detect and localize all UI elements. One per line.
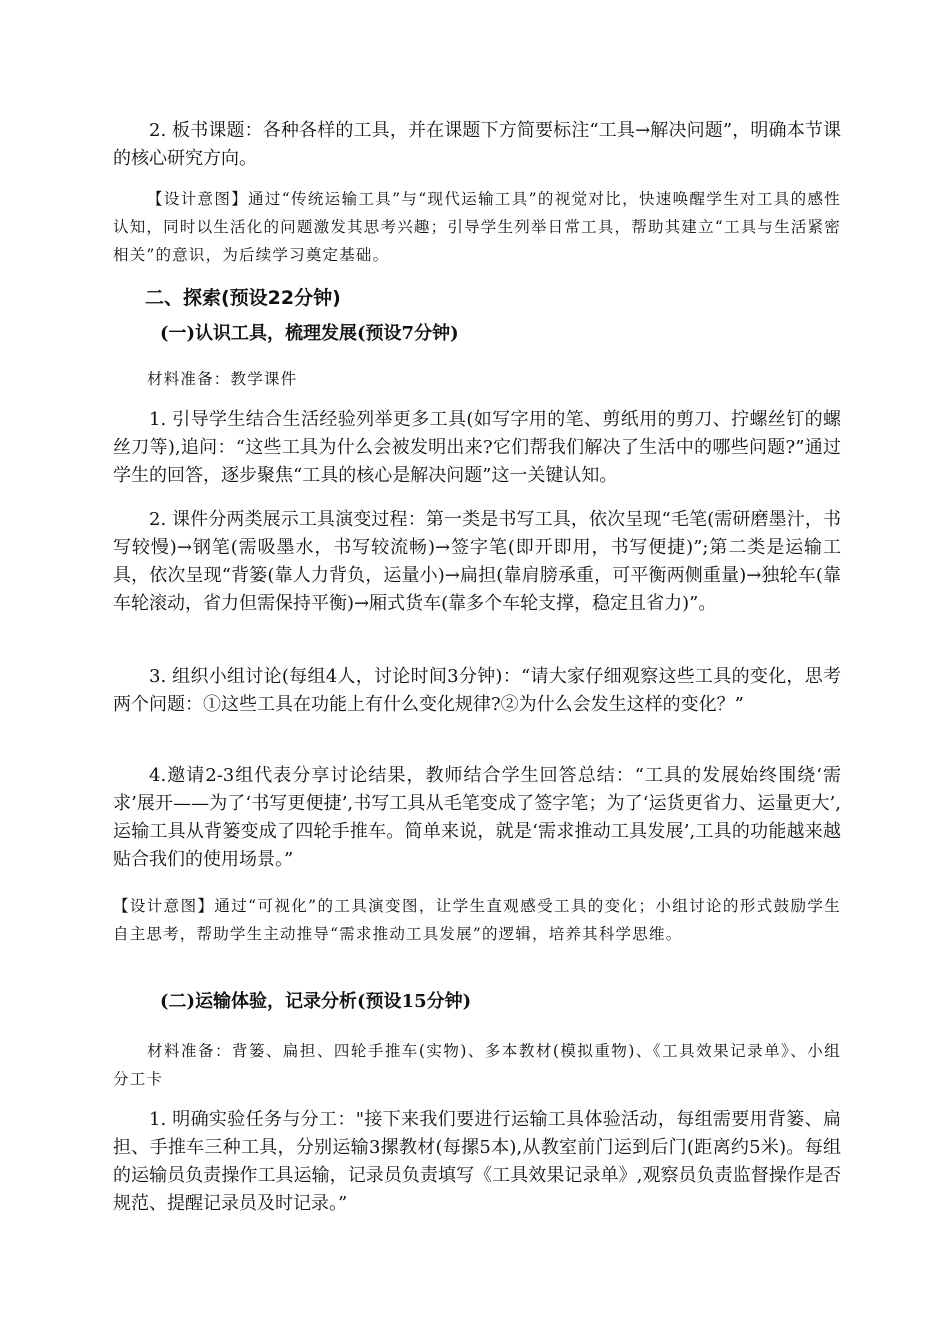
- paragraph-tool-evolution: 2. 课件分两类展示工具演变过程：第一类是书写工具，依次呈现“毛笔(需研磨墨汁，书写较慢)→钢笔(需吸墨水，书写较流畅)→签字笔(即开即用，书写便捷)”;第二类是运输工具，依次呈现“背篓(靠人力背负，运量小)→扁担(靠肩膀承重，可平衡两侧重量)→独轮车(靠车轮滚动，省力但需保持平衡)→厢式货车(靠多个车轮支撑，稳定且省力)”。: [113, 509, 841, 614]
- subsection-heading-transport-experience: (二)运输体验，记录分析(预设15分钟): [160, 991, 472, 1012]
- design-intent-note-1: 【设计意图】通过“传统运输工具”与“现代运输工具”的视觉对比，快速唤醒学生对工具的感性认知，同时以生活化的问题激发其思考兴趣；引导学生列举日常工具，帮助其建立“工具与生活紧密相关”的意识，为后续学习奠定基础。: [113, 190, 841, 264]
- design-intent-note-2: 【设计意图】通过“可视化”的工具演变图，让学生直观感受工具的变化；小组讨论的形式鼓励学生自主思考，帮助学生主动推导“需求推动工具发展”的逻辑，培养其科学思维。: [113, 897, 841, 943]
- paragraph-list-tools: 1. 引导学生结合生活经验列举更多工具(如写字用的笔、剪纸用的剪刀、拧螺丝钉的螺丝刀等),追问：“这些工具为什么会被发明出来?它们帮我们解决了生活中的哪些问题?”通过学生的回答，逐步聚焦“工具的核心是解决问题”这一关键认知。: [113, 409, 841, 486]
- paragraph-blackboard-title: 2. 板书课题：各种各样的工具，并在课题下方简要标注“工具→解决问题”，明确本节课的核心研究方向。: [113, 120, 841, 169]
- paragraph-experiment-task: 1. 明确实验任务与分工："接下来我们要进行运输工具体验活动，每组需要用背篓、扁担、手推车三种工具，分别运输3摞教材(每摞5本),从教室前门运到后门(距离约5米)。每组的运输员负责操作工具运输，记录员负责填写《工具效果记录单》,观察员负责监督操作是否规范、提醒记录员及时记录。”: [113, 1109, 841, 1214]
- materials-prep-2: 材料准备：背篓、扁担、四轮手推车(实物)、多本教材(模拟重物)、《工具效果记录单》、小组分工卡: [113, 1042, 841, 1088]
- section-heading-explore: 二、探索(预设22分钟): [145, 287, 341, 309]
- paragraph-share-summary: 4.邀请2-3组代表分享讨论结果，教师结合学生回答总结：“工具的发展始终围绕‘需求’展开——为了‘书写更便捷’,书写工具从毛笔变成了签字笔；为了‘运货更省力、运量更大’,运输工具从背篓变成了四轮手推车。简单来说，就是‘需求推动工具发展’,工具的功能越来越贴合我们的使用场景。”: [113, 765, 841, 870]
- paragraph-group-discussion: 3. 组织小组讨论(每组4人，讨论时间3分钟)：“请大家仔细观察这些工具的变化，思考两个问题：①这些工具在功能上有什么变化规律?②为什么会发生这样的变化？”: [113, 666, 841, 715]
- materials-prep-1: 材料准备：教学课件: [147, 370, 298, 388]
- subsection-heading-know-tools: (一)认识工具，梳理发展(预设7分钟): [160, 323, 459, 344]
